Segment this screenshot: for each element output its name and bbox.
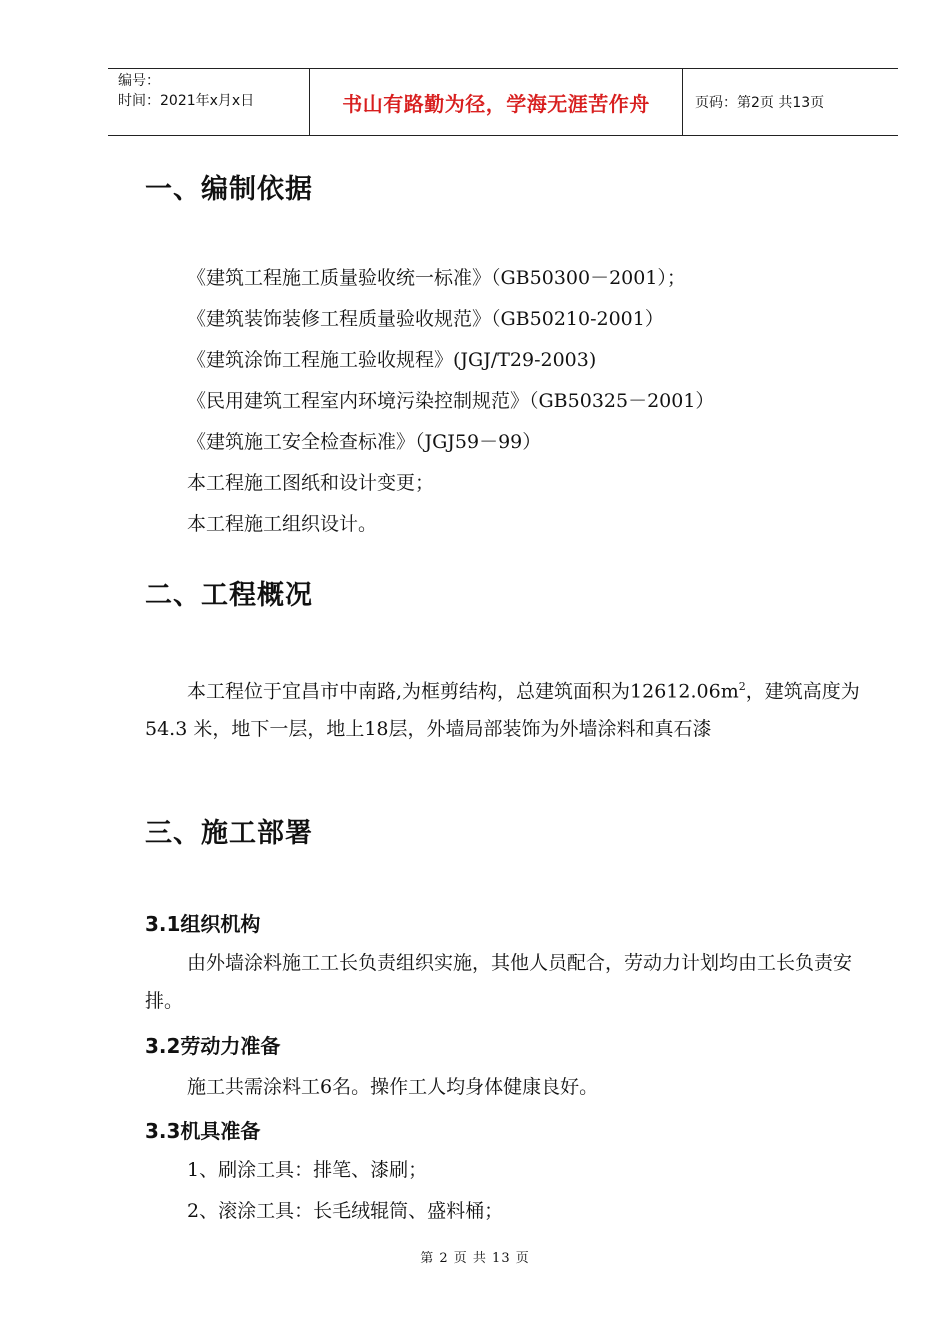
reference-item: 本工程施工组织设计。 — [187, 513, 378, 535]
superscript-2: 2 — [738, 680, 746, 693]
reference-list — [187, 263, 714, 550]
project-overview-paragraph — [145, 668, 870, 748]
header-left-cell — [108, 69, 310, 135]
reference-item: 《建筑装饰装修工程质量验收规范》（GB50210-2001） — [187, 308, 664, 330]
overview-text-part2: ，建筑高度为54.3 米，地下一层，地上18层，外墙局部装饰为外墙涂料和真石漆 — [145, 680, 860, 741]
overview-text-part1: 本工程位于宜昌市中南路,为框剪结构，总建筑面积为12612.06m — [187, 680, 739, 703]
section-2-title: 二、工程概况 — [145, 580, 313, 611]
subsection-3-1-text: 由外墙涂料施工工长负责组织实施，其他人员配合，劳动力计划均由工长负责安排。 — [145, 952, 853, 1012]
tool-item-2: 2、滚涂工具：长毛绒辊筒、盛料桶； — [187, 1200, 504, 1222]
reference-item: 本工程施工图纸和设计变更； — [187, 472, 435, 494]
date-label: 时间：2021年x月x日 — [118, 93, 255, 109]
tool-item-1: 1、刷涂工具：排笔、漆刷； — [187, 1159, 428, 1181]
subsection-3-2-text: 施工共需涂料工6名。操作工人均身体健康良好。 — [187, 1076, 599, 1098]
page-header — [108, 68, 898, 136]
section-1-title: 一、编制依据 — [145, 174, 313, 205]
reference-item: 《建筑涂饰工程施工验收规程》(JGJ/T29-2003) — [187, 349, 597, 371]
header-page-info: 页码：第2页 共13页 — [695, 95, 825, 111]
subsection-3-1-title: 3.1组织机构 — [145, 912, 261, 936]
header-motto: 书山有路勤为径，学海无涯苦作舟 — [310, 69, 683, 135]
reference-item: 《民用建筑工程室内环境污染控制规范》（GB50325－2001） — [187, 390, 715, 412]
section-3-title: 三、施工部署 — [145, 818, 313, 849]
subsection-3-3-title: 3.3机具准备 — [145, 1119, 261, 1143]
serial-label: 编号： — [118, 73, 160, 89]
reference-item: 《建筑施工安全检查标准》（JGJ59－99） — [187, 431, 542, 453]
reference-item: 《建筑工程施工质量验收统一标准》（GB50300－2001）； — [187, 267, 686, 289]
subsection-3-2-title: 3.2劳动力准备 — [145, 1034, 281, 1058]
page-footer: 第 2 页 共 13 页 — [420, 1251, 530, 1266]
